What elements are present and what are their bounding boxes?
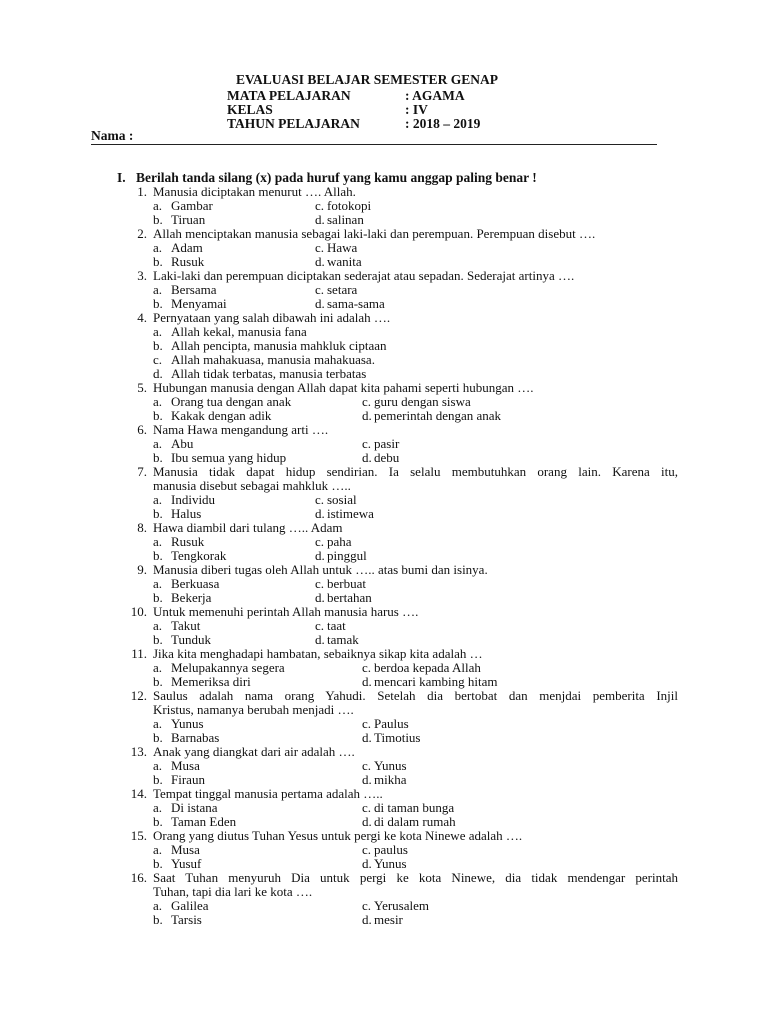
option-letter[interactable]: d.: [362, 856, 372, 871]
option-letter[interactable]: c.: [362, 758, 372, 773]
question-text: Untuk memenuhi perintah Allah manusia harus ….: [153, 604, 419, 619]
option-letter[interactable]: c.: [362, 842, 372, 857]
option-text: Yusuf: [171, 856, 202, 871]
option-letter[interactable]: c.: [362, 716, 372, 731]
option-text: Yerusalem: [374, 898, 430, 913]
option-text: berbuat: [327, 576, 366, 591]
option-letter[interactable]: b.: [153, 772, 163, 787]
option-text: di dalam rumah: [374, 814, 456, 829]
question-text: Saat Tuhan menyuruh Dia untuk pergi ke kota Ninewe, dia tidak mendengar perintah: [153, 870, 678, 885]
option-text: Taman Eden: [171, 814, 237, 829]
header-key: TAHUN PELAJARAN: [227, 116, 360, 131]
option-letter[interactable]: b.: [153, 296, 163, 311]
option-letter[interactable]: b.: [153, 814, 163, 829]
option-text: Galilea: [171, 898, 209, 913]
option-text: Allah pencipta, manusia mahkluk ciptaan: [171, 338, 387, 353]
option-letter[interactable]: d.: [362, 772, 372, 787]
option-letter[interactable]: c.: [362, 898, 372, 913]
option-letter[interactable]: a.: [153, 758, 163, 773]
option-letter[interactable]: a.: [153, 800, 163, 815]
option-text: Yunus: [374, 856, 407, 871]
option-text: Rusuk: [171, 254, 205, 269]
option-letter[interactable]: d.: [362, 730, 372, 745]
option-text: Memeriksa diri: [171, 674, 251, 689]
option-letter[interactable]: c.: [153, 352, 163, 367]
option-text: Musa: [171, 758, 200, 773]
option-text: setara: [327, 282, 358, 297]
option-text: Ibu semua yang hidup: [171, 450, 287, 465]
option-text: Allah tidak terbatas, manusia terbatas: [171, 366, 367, 381]
option-letter[interactable]: c.: [315, 198, 325, 213]
option-letter[interactable]: d.: [315, 548, 325, 563]
question-text: Allah menciptakan manusia sebagai laki-laki dan perempuan. Perempuan disebut ….: [153, 226, 596, 241]
option-text: bertahan: [327, 590, 372, 605]
option-letter[interactable]: c.: [315, 534, 325, 549]
question-number: 7.: [137, 464, 147, 479]
option-letter[interactable]: b.: [153, 338, 163, 353]
question-text: Tempat tinggal manusia pertama adalah …..: [153, 786, 383, 801]
question-text: Manusia diberi tugas oleh Allah untuk ….. atas bumi dan isinya.: [153, 562, 488, 577]
option-letter[interactable]: a.: [153, 576, 163, 591]
option-letter[interactable]: a.: [153, 282, 163, 297]
header-value: : AGAMA: [405, 88, 465, 103]
header-key: MATA PELAJARAN: [227, 88, 351, 103]
question-text-continued: Kristus, namanya berubah menjadi ….: [153, 702, 354, 717]
header-key: KELAS: [227, 102, 273, 117]
option-letter[interactable]: c.: [315, 240, 325, 255]
option-letter[interactable]: c.: [315, 492, 325, 507]
header-value: : IV: [405, 102, 428, 117]
option-text: Yunus: [374, 758, 407, 773]
option-text: Allah mahakuasa, manusia mahakuasa.: [171, 352, 375, 367]
option-letter[interactable]: c.: [315, 576, 325, 591]
option-letter[interactable]: c.: [362, 394, 372, 409]
question-number: 10.: [130, 604, 147, 619]
option-letter[interactable]: c.: [362, 800, 372, 815]
option-letter[interactable]: d.: [362, 450, 372, 465]
question-number: 11.: [131, 646, 147, 661]
option-letter[interactable]: b.: [153, 856, 163, 871]
option-text: Bersama: [171, 282, 217, 297]
option-text: pinggul: [327, 548, 367, 563]
option-letter[interactable]: a.: [153, 618, 163, 633]
option-text: mesir: [374, 912, 403, 927]
question-number: 6.: [137, 422, 147, 437]
option-letter[interactable]: a.: [153, 534, 163, 549]
option-text: tamak: [327, 632, 359, 647]
option-letter[interactable]: c.: [362, 660, 372, 675]
option-letter[interactable]: b.: [153, 590, 163, 605]
option-letter[interactable]: b.: [153, 506, 163, 521]
question-text-continued: Tuhan, tapi dia lari ke kota ….: [153, 884, 313, 899]
option-letter[interactable]: a.: [153, 436, 163, 451]
option-text: Hawa: [327, 240, 358, 255]
option-text: Yunus: [171, 716, 204, 731]
option-text: fotokopi: [327, 198, 372, 213]
option-text: Tengkorak: [171, 548, 227, 563]
option-text: taat: [327, 618, 346, 633]
option-text: Takut: [171, 618, 201, 633]
option-text: paha: [327, 534, 352, 549]
option-text: guru dengan siswa: [374, 394, 471, 409]
option-text: Paulus: [374, 716, 409, 731]
option-letter[interactable]: d.: [153, 366, 163, 381]
question-text-continued: manusia disebut sebagai mahkluk …..: [153, 478, 351, 493]
question-number: 12.: [130, 688, 147, 703]
option-text: mikha: [374, 772, 407, 787]
option-text: Rusuk: [171, 534, 205, 549]
option-letter[interactable]: b.: [153, 674, 163, 689]
option-text: berdoa kepada Allah: [374, 660, 481, 675]
option-text: Halus: [171, 506, 202, 521]
option-letter[interactable]: b.: [153, 912, 163, 927]
option-letter[interactable]: d.: [362, 814, 372, 829]
option-letter[interactable]: a.: [153, 394, 163, 409]
question-number: 5.: [137, 380, 147, 395]
question-text: Manusia tidak dapat hidup sendirian. Ia selalu membutuhkan orang lain. Karena itu,: [153, 464, 678, 479]
option-text: wanita: [327, 254, 362, 269]
question-number: 4.: [137, 310, 147, 325]
question-number: 1.: [137, 184, 147, 199]
option-text: pemerintah dengan anak: [374, 408, 502, 423]
option-text: Musa: [171, 842, 200, 857]
section-number: I.: [117, 170, 126, 185]
option-letter[interactable]: a.: [153, 660, 163, 675]
question-number: 13.: [130, 744, 147, 759]
option-text: paulus: [374, 842, 408, 857]
question-number: 2.: [137, 226, 147, 241]
question-text: Saulus adalah nama orang Yahudi. Setelah dia bertobat dan menjdai pemberita Injil: [153, 688, 678, 703]
option-text: salinan: [327, 212, 364, 227]
option-text: Kakak dengan adik: [171, 408, 272, 423]
option-letter[interactable]: b.: [153, 408, 163, 423]
option-letter[interactable]: a.: [153, 240, 163, 255]
option-text: Melupakannya segera: [171, 660, 285, 675]
option-text: di taman bunga: [374, 800, 455, 815]
option-letter[interactable]: c.: [315, 618, 325, 633]
question-text: Manusia diciptakan menurut …. Allah.: [153, 184, 356, 199]
question-number: 8.: [137, 520, 147, 535]
option-letter[interactable]: d.: [315, 632, 325, 647]
option-text: pasir: [374, 436, 400, 451]
instruction-text: Berilah tanda silang (x) pada huruf yang kamu anggap paling benar !: [136, 170, 537, 185]
option-letter[interactable]: d.: [315, 254, 325, 269]
option-text: Timotius: [374, 730, 421, 745]
option-letter[interactable]: d.: [315, 506, 325, 521]
option-letter[interactable]: b.: [153, 450, 163, 465]
question-text: Laki-laki dan perempuan diciptakan sederajat atau sepadan. Sederajat artinya ….: [153, 268, 575, 283]
question-text: Jika kita menghadapi hambatan, sebaiknya sikap kita adalah …: [153, 646, 483, 661]
name-label: Nama :: [91, 128, 134, 143]
option-text: Gambar: [171, 198, 213, 213]
question-text: Orang yang diutus Tuhan Yesus untuk pergi ke kota Ninewe adalah ….: [153, 828, 523, 843]
question-text: Hubungan manusia dengan Allah dapat kita pahami seperti hubungan ….: [153, 380, 534, 395]
option-letter[interactable]: a.: [153, 492, 163, 507]
option-text: Abu: [171, 436, 194, 451]
option-text: Tunduk: [171, 632, 211, 647]
option-letter[interactable]: a.: [153, 324, 163, 339]
option-text: Bekerja: [171, 590, 212, 605]
option-text: istimewa: [327, 506, 374, 521]
question-number: 9.: [137, 562, 147, 577]
option-text: Allah kekal, manusia fana: [171, 324, 307, 339]
option-text: sama-sama: [327, 296, 385, 311]
option-letter[interactable]: d.: [362, 912, 372, 927]
option-letter[interactable]: d.: [315, 590, 325, 605]
question-text: Anak yang diangkat dari air adalah ….: [153, 744, 355, 759]
option-letter[interactable]: b.: [153, 730, 163, 745]
name-underline: [91, 144, 657, 145]
question-text: Hawa diambil dari tulang ….. Adam: [153, 520, 343, 535]
option-text: Berkuasa: [171, 576, 220, 591]
option-letter[interactable]: b.: [153, 254, 163, 269]
question-number: 14.: [130, 786, 147, 801]
option-letter[interactable]: b.: [153, 548, 163, 563]
option-text: Di istana: [171, 800, 218, 815]
option-text: mencari kambing hitam: [374, 674, 498, 689]
question-text: Pernyataan yang salah dibawah ini adalah ….: [153, 310, 391, 325]
option-text: Tarsis: [171, 912, 202, 927]
option-letter[interactable]: b.: [153, 212, 163, 227]
option-letter[interactable]: d.: [362, 408, 372, 423]
option-letter[interactable]: c.: [315, 282, 325, 297]
option-text: Orang tua dengan anak: [171, 394, 292, 409]
option-letter[interactable]: d.: [315, 212, 325, 227]
option-letter[interactable]: d.: [362, 674, 372, 689]
option-text: Adam: [171, 240, 203, 255]
option-text: debu: [374, 450, 400, 465]
option-text: sosial: [327, 492, 357, 507]
option-text: Menyamai: [171, 296, 227, 311]
option-letter[interactable]: d.: [315, 296, 325, 311]
header-value: : 2018 – 2019: [405, 116, 481, 131]
option-text: Firaun: [171, 772, 205, 787]
question-number: 3.: [137, 268, 147, 283]
option-letter[interactable]: a.: [153, 198, 163, 213]
exam-title: EVALUASI BELAJAR SEMESTER GENAP: [236, 72, 498, 87]
header-row-year: [227, 116, 480, 132]
option-text: Barnabas: [171, 730, 220, 745]
question-text: Nama Hawa mengandung arti ….: [153, 422, 329, 437]
question-number: 15.: [130, 828, 147, 843]
option-letter[interactable]: c.: [362, 436, 372, 451]
option-letter[interactable]: a.: [153, 898, 163, 913]
question-number: 16.: [130, 870, 147, 885]
option-letter[interactable]: b.: [153, 632, 163, 647]
option-text: Tiruan: [171, 212, 206, 227]
option-text: Individu: [171, 492, 216, 507]
option-letter[interactable]: a.: [153, 716, 163, 731]
option-letter[interactable]: a.: [153, 842, 163, 857]
